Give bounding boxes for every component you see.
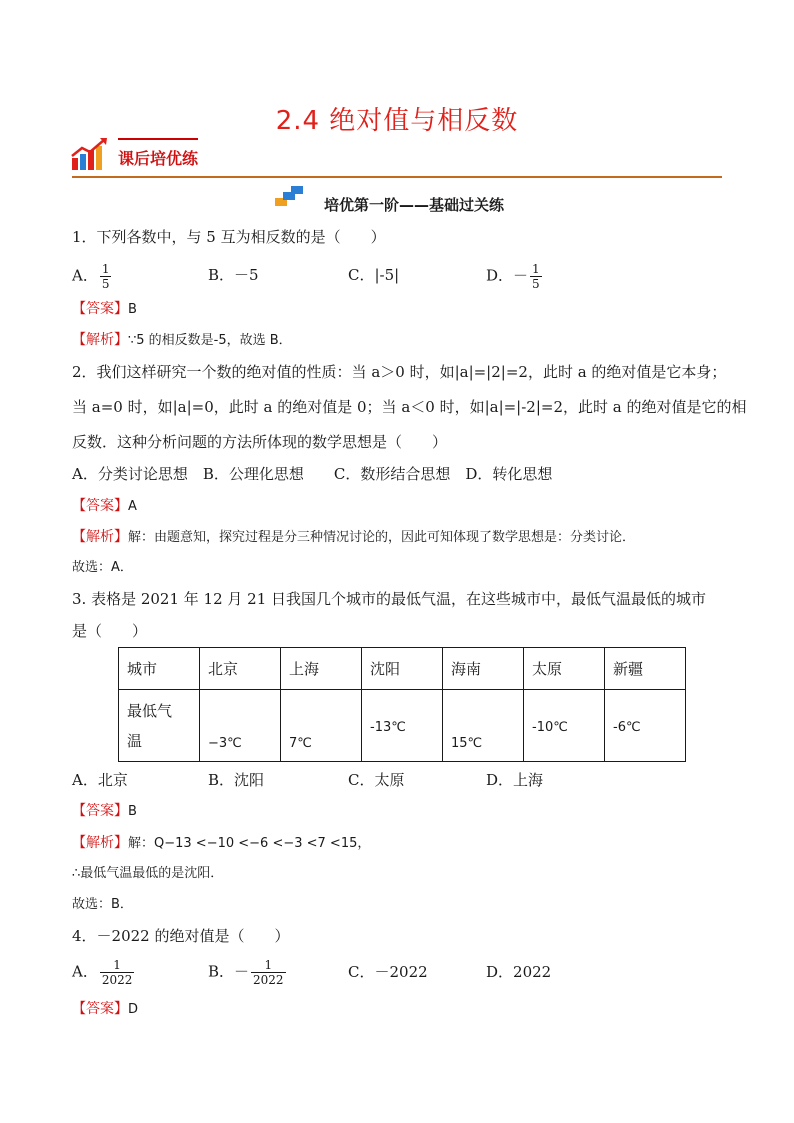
header-accent-rule — [118, 138, 198, 140]
q4-option-a: A． $\frac{1}{2022}$ — [72, 958, 133, 987]
table-cell: 7℃ — [281, 690, 362, 762]
q1-stem: 1．下列各数中，与 5 互为相反数的是（ ） — [72, 228, 386, 246]
table-cell: -10℃ — [524, 690, 605, 762]
table-cell: -6℃ — [605, 690, 686, 762]
q2-answer: 【答案】A — [72, 498, 137, 514]
q2-conclusion: 故选：A． — [72, 560, 133, 575]
section-label: 课后培优练 — [118, 149, 199, 168]
header-divider — [72, 176, 722, 178]
table-row — [119, 690, 686, 762]
q1-option-d: D．－ $\frac{1}{5}$ — [486, 262, 540, 291]
q1-answer: 【答案】B — [72, 301, 137, 317]
q4-option-b: B．－ $\frac{1}{2022}$ — [208, 958, 284, 987]
table-cell: 最低气 温 — [119, 690, 200, 762]
table-cell: 新疆 — [605, 648, 686, 690]
q2-stem-line-3: 反数．这种分析问题的方法所体现的数学思想是（ ） — [72, 433, 448, 451]
subtitle: 培优第一阶——基础过关练 — [323, 196, 504, 214]
q3-conclusion: 故选：B． — [72, 897, 133, 912]
temperature-table — [118, 647, 686, 762]
table-cell: 太原 — [524, 648, 605, 690]
q2-analysis: 【解析】解：由题意知，探究过程是分三种情况讨论的，因此可知体现了数学思想是：分类讨论． — [72, 529, 636, 545]
table-cell: 海南 — [443, 648, 524, 690]
table-cell: 上海 — [281, 648, 362, 690]
q1-option-b: B．－5 — [208, 266, 259, 284]
document-title: 2.4 绝对值与相反数 — [275, 106, 519, 136]
table-cell: 城市 — [119, 648, 200, 690]
q3-answer: 【答案】B — [72, 803, 137, 819]
table-cell: -13℃ — [362, 690, 443, 762]
q3-option-b: B．沈阳 — [208, 771, 265, 789]
q3-therefore: ∴最低气温最低的是沈阳． — [72, 866, 224, 881]
q2-stem-line-2: 当 a=0 时，如|a|=0，此时 a 的绝对值是 0；当 a＜0 时，如|a|=|-2|=2，此时 a 的绝对值是它的相 — [72, 398, 747, 416]
table-header-row — [119, 648, 686, 690]
table-cell: −3℃ — [200, 690, 281, 762]
q1-analysis: 【解析】∵5 的相反数是-5，故选 B． — [72, 332, 292, 348]
q4-option-d: D．2022 — [486, 963, 552, 981]
q3-option-c: C．太原 — [348, 771, 405, 789]
table-cell: 15℃ — [443, 690, 524, 762]
q3-analysis: 【解析】解：Q−13 <−10 <−6 <−3 <7 <15， — [72, 835, 371, 851]
q4-stem: 4．－2022 的绝对值是（ ） — [72, 927, 290, 945]
q2-stem-line-1: 2．我们这样研究一个数的绝对值的性质：当 a＞0 时，如|a|=|2|=2，此时 a 的绝对值是它本身； — [72, 363, 727, 381]
q3-stem-line-2: 是（ ） — [72, 622, 148, 640]
table-cell: 沈阳 — [362, 648, 443, 690]
q4-answer: 【答案】D — [72, 1001, 139, 1017]
q3-option-a: A．北京 — [72, 771, 128, 789]
q1-option-c: C．|-5| — [348, 266, 400, 284]
q4-option-c: C．－2022 — [348, 963, 428, 981]
chart-logo-icon — [70, 136, 110, 172]
q3-option-d: D．上海 — [486, 771, 544, 789]
q1-option-a: A． $\frac{1}{5}$ — [72, 262, 110, 291]
q2-options: A．分类讨论思想 B．公理化思想 C．数形结合思想 D．转化思想 — [72, 465, 553, 483]
q3-stem-line-1: 3. 表格是 2021 年 12 月 21 日我国几个城市的最低气温，在这些城市中，最低气温最低的城市 — [72, 590, 707, 608]
table-cell: 北京 — [200, 648, 281, 690]
